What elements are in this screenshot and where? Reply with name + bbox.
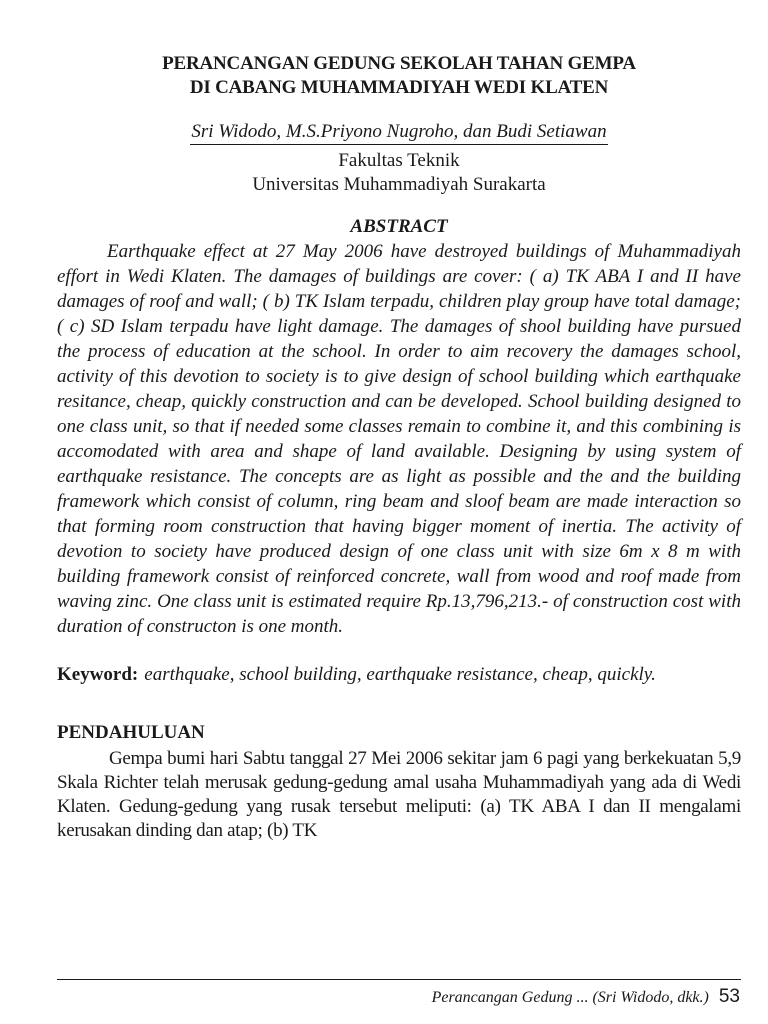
section-heading-introduction: PENDAHULUAN [57, 722, 205, 743]
authors-block [57, 121, 741, 145]
page-number: 53 [718, 986, 740, 1007]
introduction-body: Gempa bumi hari Sabtu tanggal 27 Mei 2006 sekitar jam 6 pagi yang berkekuatan 5,9 Skala Richter telah merusak gedung-gedung amal usaha Muhammadiyah yang ada di Wedi Klaten. Gedung-gedung yang rusak tersebut meliputi: (a) TK ABA I dan II mengalami kerusakan dinding dan atap; (b) TK [57, 748, 741, 841]
paper-title-line-2: DI CABANG MUHAMMADIYAH WEDI KLATEN [189, 77, 609, 98]
paper-title [57, 52, 741, 100]
affiliation-faculty: Fakultas Teknik [338, 150, 460, 171]
abstract-heading: ABSTRACT [350, 216, 448, 237]
page-footer [432, 985, 740, 1010]
affiliation [57, 149, 741, 197]
paper-page [57, 52, 741, 843]
keywords-block [57, 662, 741, 687]
keywords-text: earthquake, school building, earthquake resistance, cheap, quickly. [144, 664, 656, 685]
running-title: Perancangan Gedung ... (Sri Widodo, dkk.) [431, 989, 709, 1006]
footer-divider [57, 979, 741, 980]
abstract-body: Earthquake effect at 27 May 2006 have destroyed buildings of Muhammadiyah effort in Wedi Klaten. The damages of buildings are cover: ( a) TK ABA I and II have damages of roof and wall; ( b) TK Islam terpadu, children play group have total damage; ( c) SD Islam terpadu have light damage. The damages of shool building have pursued the process of education at the school. In order to aim recovery the damages school, activity of this devotion to society is to give design of school building which earthquake resitance, cheap, quickly construction and can be developed. School building designed to one class unit, so that if needed some classes remain to combine it, and this combining is accomodated with area and shape of land available. Designing by using system of earthquake resistance. The concepts are as light as possible and the and the building framework which consist of column, ring beam and sloof beam are made interaction so that forming room construction that having bigger moment of inertia. The activity of devotion to society have produced design of one class unit with size 6m x 8 m with building framework consist of reinforced concrete, wall from wood and roof made from waving zinc. One class unit is estimated require Rp.13,796,213.- of construction cost with duration of constructon is one month. [57, 241, 741, 637]
paper-title-line-1: PERANCANGAN GEDUNG SEKOLAH TAHAN GEMPA [162, 53, 636, 74]
authors: Sri Widodo, M.S.Priyono Nugroho, dan Budi Setiawan [190, 121, 607, 145]
keywords-label: Keyword: [57, 664, 139, 685]
affiliation-university: Universitas Muhammadiyah Surakarta [252, 174, 546, 195]
